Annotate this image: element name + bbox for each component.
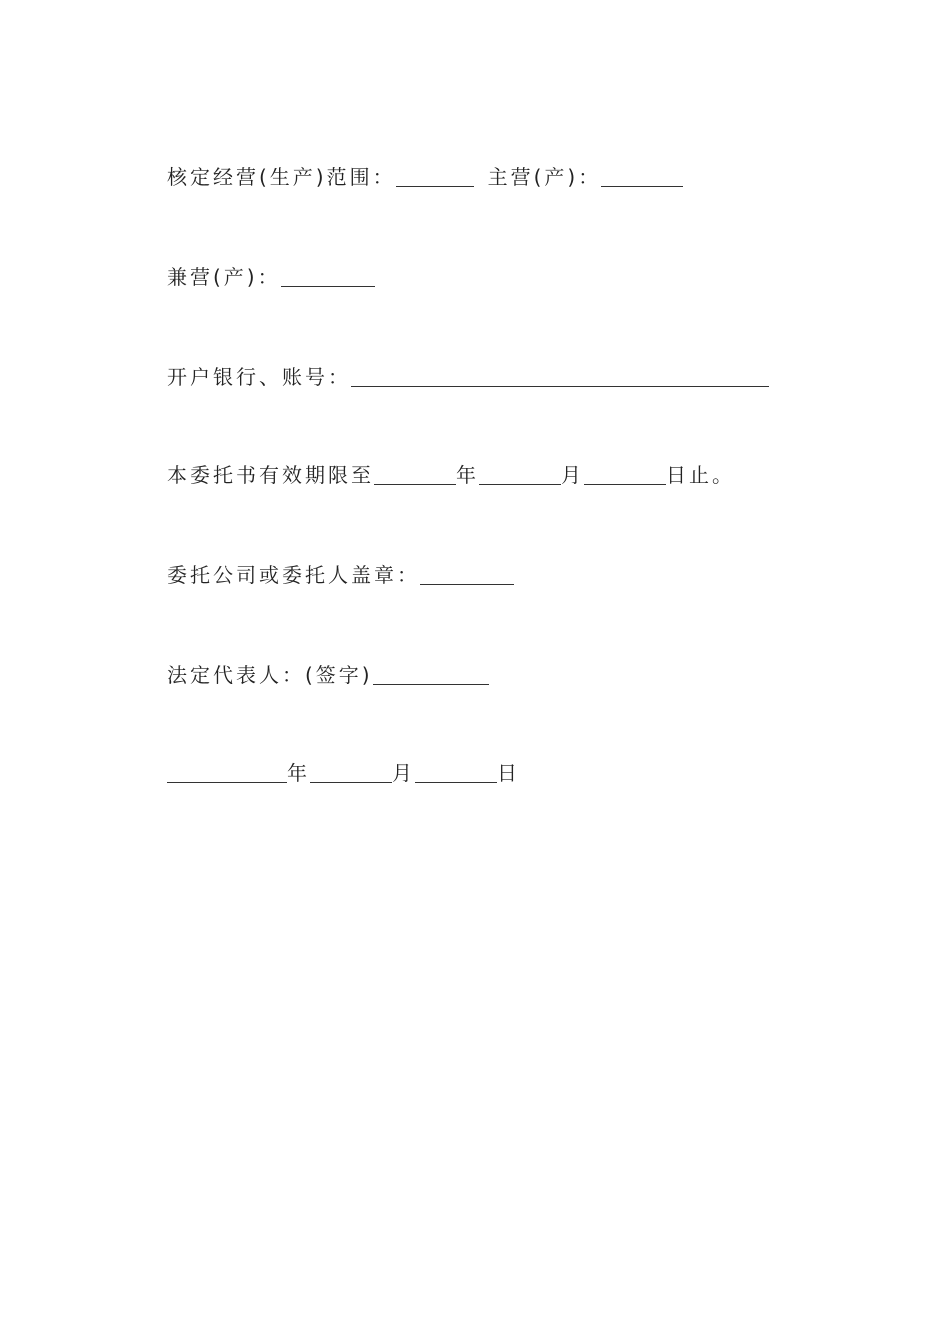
bank-account-blank[interactable] [351,366,769,387]
validity-month-label: 月 [561,463,584,487]
date-line [167,756,520,786]
representative-label: 法定代表人：(签字) [167,663,373,687]
seal-blank[interactable] [420,564,514,585]
validity-year-blank[interactable] [374,464,456,485]
seal-label: 委托公司或委托人盖章： [167,563,420,587]
side-business-label: 兼营(产)： [167,265,281,289]
representative-line [167,658,489,688]
business-scope-label: 核定经营(生产)范围： [167,165,396,189]
date-day-label: 日 [497,761,520,785]
validity-year-label: 年 [456,463,479,487]
date-month-label: 月 [392,761,415,785]
bank-account-label: 开户银行、账号： [167,365,351,389]
validity-day-blank[interactable] [584,464,666,485]
side-business-blank[interactable] [281,266,375,287]
validity-label: 本委托书有效期限至 [167,463,374,487]
main-business-label: 主营(产)： [487,165,602,189]
seal-line [167,558,514,588]
business-scope-blank[interactable] [396,166,474,187]
date-year-blank[interactable] [167,762,287,783]
validity-line [167,458,735,488]
bank-account-line [167,360,769,390]
date-month-blank[interactable] [310,762,392,783]
date-day-blank[interactable] [415,762,497,783]
date-year-label: 年 [287,761,310,785]
validity-month-blank[interactable] [479,464,561,485]
side-business-line [167,260,375,290]
business-scope-line [167,160,683,190]
main-business-blank[interactable] [601,166,683,187]
validity-day-label: 日止。 [666,463,735,487]
representative-signature-blank[interactable] [373,664,489,685]
